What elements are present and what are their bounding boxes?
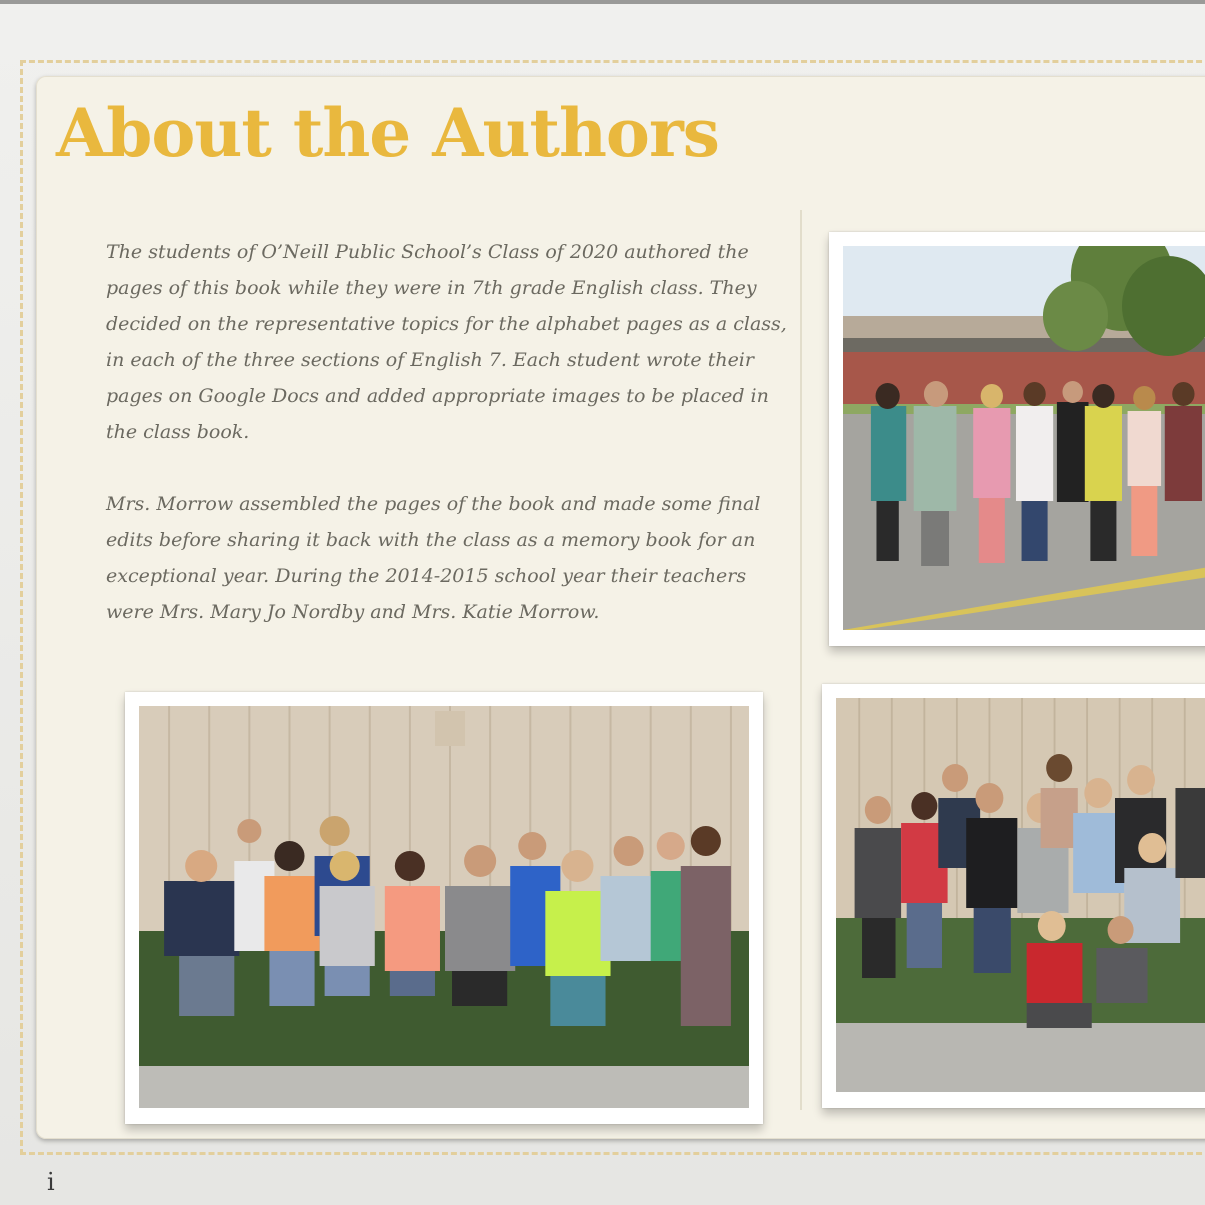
- class-photo-siding[interactable]: [822, 684, 1205, 1108]
- class-photo-siding-image: [836, 698, 1205, 1092]
- class-photo-wall[interactable]: [125, 692, 763, 1124]
- paragraph-1: The students of O’Neill Public School’s Class of 2020 authored the pages of this book while they were in 7th grade English class. They decided on the representative topics for the alphabet pages as a class, in each of the three sections of English 7. Each student wrote their pages on Google Docs and added appropriate images to be placed in the class book.: [106, 241, 787, 443]
- page-title: About the Authors: [56, 94, 719, 172]
- top-edge: [0, 0, 1205, 4]
- class-photo-wall-image: [139, 706, 749, 1108]
- class-photo-outdoor-image: [843, 246, 1205, 630]
- authors-text: [106, 234, 796, 666]
- class-photo-outdoor[interactable]: [829, 232, 1205, 646]
- column-divider: [800, 210, 802, 1110]
- paragraph-2: Mrs. Morrow assembled the pages of the book and made some final edits before sharing it back with the class as a memory book for an exceptional year. During the 2014-2015 school year their teachers were Mrs. Mary Jo Nordby and Mrs. Katie Morrow.: [106, 493, 761, 623]
- page-number: i: [47, 1168, 55, 1196]
